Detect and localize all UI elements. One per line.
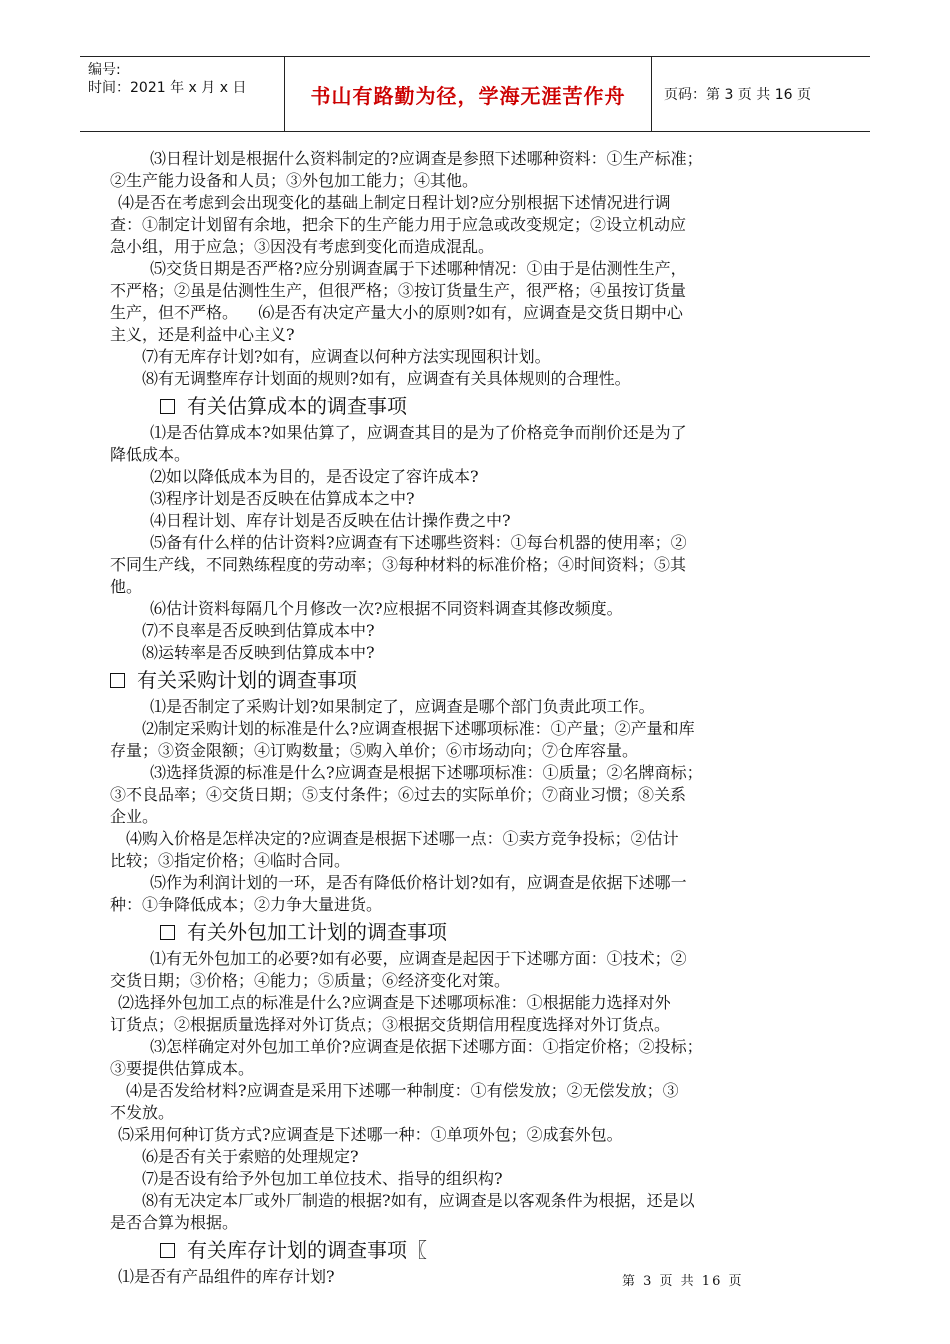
document-time-label: 时间：2021 年 x 月 x 日 — [88, 80, 247, 96]
header-meta — [80, 57, 284, 131]
section-heading — [110, 664, 820, 696]
paragraph-line: ⑸作为利润计划的一环，是否有降低价格计划?如有，应调查是依据下述哪一 — [150, 873, 687, 892]
paragraph-line: ⑵如以降低成本为目的，是否设定了容许成本? — [150, 467, 479, 486]
paragraph-line: ⑴是否估算成本?如果估算了，应调查其目的是为了价格竞争而削价还是为了 — [150, 423, 687, 442]
header-motto: 书山有路勤为径，学海无涯苦作舟 — [310, 83, 626, 108]
paragraph-line: ⑺是否设有给予外包加工单位技术、指导的组织构? — [142, 1169, 503, 1188]
paragraph-line: 生产，但不严格。 ⑹是否有决定产量大小的原则?如有，应调查是交货日期中心 — [110, 303, 683, 322]
section-heading — [110, 1234, 820, 1266]
paragraph-line: ②生产能力设备和人员；③外包加工能力；④其他。 — [110, 171, 479, 190]
paragraph-line: ⑴是否制定了采购计划?如果制定了，应调查是哪个部门负责此项工作。 — [150, 697, 655, 716]
section-heading-text: 有关采购计划的调查事项 — [137, 668, 357, 692]
paragraph-line: ⑷购入价格是怎样决定的?应调查是根据下述哪一点：①卖方竞争投标；②估计 — [126, 829, 679, 848]
paragraph-line: ③要提供估算成本。 — [110, 1059, 255, 1078]
paragraph-line: ⑻有无决定本厂或外厂制造的根据?如有，应调查是以客观条件为根据，还是以 — [142, 1191, 695, 1210]
paragraph-line: ⑺不良率是否反映到估算成本中? — [142, 621, 375, 640]
paragraph-line: ⑶程序计划是否反映在估算成本之中? — [150, 489, 415, 508]
paragraph-line: ⑸采用何种订货方式?应调查是下述哪一种：①单项外包；②成套外包。 — [118, 1125, 623, 1144]
paragraph-line: 主义，还是利益中心主义? — [110, 325, 295, 344]
paragraph-line: ⑹是否有关于索赔的处理规定? — [142, 1147, 359, 1166]
page-header — [80, 56, 870, 132]
paragraph-line: 急小组，用于应急；③因没有考虑到变化而造成混乱。 — [110, 237, 495, 256]
paragraph-line: ⑴有无外包加工的必要?如有必要，应调查是起因于下述哪方面：①技术；② — [150, 949, 687, 968]
paragraph-line: 不同生产线，不同熟练程度的劳动率；③每种材料的标准价格；④时间资料；⑤其 — [110, 555, 687, 574]
paragraph-line: 比较；③指定价格；④临时合同。 — [110, 851, 351, 870]
checkbox-square-icon — [160, 925, 175, 940]
paragraph-line: 种：①争降低成本；②力争大量进货。 — [110, 895, 383, 914]
checkbox-square-icon — [160, 399, 175, 414]
checkbox-square-icon — [110, 673, 125, 688]
paragraph-line: 存量；③资金限额；④订购数量；⑤购入单价；⑥市场动向；⑦仓库容量。 — [110, 741, 639, 760]
checkbox-square-icon — [160, 1243, 175, 1258]
header-motto-cell — [284, 57, 652, 131]
paragraph-line: 不严格；②虽是估测性生产，但很严格；③按订货量生产，很严格；④虽按订货量 — [110, 281, 687, 300]
paragraph-line: ⑶怎样确定对外包加工单价?应调查是依据下述哪方面：①指定价格；②投标； — [150, 1037, 703, 1056]
document-number-label: 编号: — [88, 62, 121, 78]
paragraph-line: ⑹估计资料每隔几个月修改一次?应根据不同资料调查其修改频度。 — [150, 599, 623, 618]
paragraph-line: 企业。 — [110, 807, 159, 826]
page-footer: 第 3 页 共 16 页 — [622, 1274, 744, 1289]
paragraph-line: ⑸备有什么样的估计资料?应调查有下述哪些资料：①每台机器的使用率；② — [150, 533, 687, 552]
section-heading-text: 有关库存计划的调查事项〖 — [187, 1238, 427, 1262]
paragraph-line: ⑸交货日期是否严格?应分别调查属于下述哪种情况：①由于是估测性生产， — [150, 259, 687, 278]
section-heading — [110, 916, 820, 948]
paragraph-line: 不发放。 — [110, 1103, 175, 1122]
document-body — [110, 148, 820, 1288]
paragraph-line: ⑺有无库存计划?如有，应调查以何种方法实现囤积计划。 — [142, 347, 551, 366]
paragraph-line: ③不良品率；④交货日期；⑤支付条件；⑥过去的实际单价；⑦商业习惯；⑧关系 — [110, 785, 687, 804]
paragraph-line: ⑻有无调整库存计划面的规则?如有，应调查有关具体规则的合理性。 — [142, 369, 631, 388]
section-heading-text: 有关估算成本的调查事项 — [187, 394, 407, 418]
paragraph-line: ⑴是否有产品组件的库存计划? — [118, 1267, 335, 1286]
paragraph-line: 是否合算为根据。 — [110, 1213, 239, 1232]
paragraph-line: ⑶日程计划是根据什么资料制定的?应调查是参照下述哪种资料：①生产标准； — [150, 149, 703, 168]
section-heading — [110, 390, 820, 422]
paragraph-line: ⑵选择外包加工点的标准是什么?应调查是下述哪项标准：①根据能力选择对外 — [118, 993, 671, 1012]
paragraph-line: ⑶选择货源的标准是什么?应调查是根据下述哪项标准：①质量；②名牌商标； — [150, 763, 703, 782]
paragraph-line: 查：①制定计划留有余地，把余下的生产能力用于应急或改变规定；②设立机动应 — [110, 215, 687, 234]
section-heading-text: 有关外包加工计划的调查事项 — [187, 920, 447, 944]
paragraph-line: ⑷日程计划、库存计划是否反映在估计操作费之中? — [150, 511, 511, 530]
paragraph-line: 交货日期；③价格；④能力；⑤质量；⑥经济变化对策。 — [110, 971, 511, 990]
paragraph-line: 他。 — [110, 577, 143, 596]
paragraph-line: 订货点；②根据质量选择对外订货点；③根据交货期信用程度选择对外订货点。 — [110, 1015, 671, 1034]
header-page-info: 页码：第 3 页 共 16 页 — [664, 87, 811, 103]
header-page-cell — [652, 57, 870, 131]
paragraph-line: ⑻运转率是否反映到估算成本中? — [142, 643, 375, 662]
paragraph-line: ⑷是否发给材料?应调查是采用下述哪一种制度：①有偿发放；②无偿发放；③ — [126, 1081, 679, 1100]
paragraph-line: ⑷是否在考虑到会出现变化的基础上制定日程计划?应分别根据下述情况进行调 — [118, 193, 671, 212]
paragraph-line: 降低成本。 — [110, 445, 191, 464]
paragraph-line: ⑵制定采购计划的标准是什么?应调查根据下述哪项标准：①产量；②产量和库 — [142, 719, 695, 738]
